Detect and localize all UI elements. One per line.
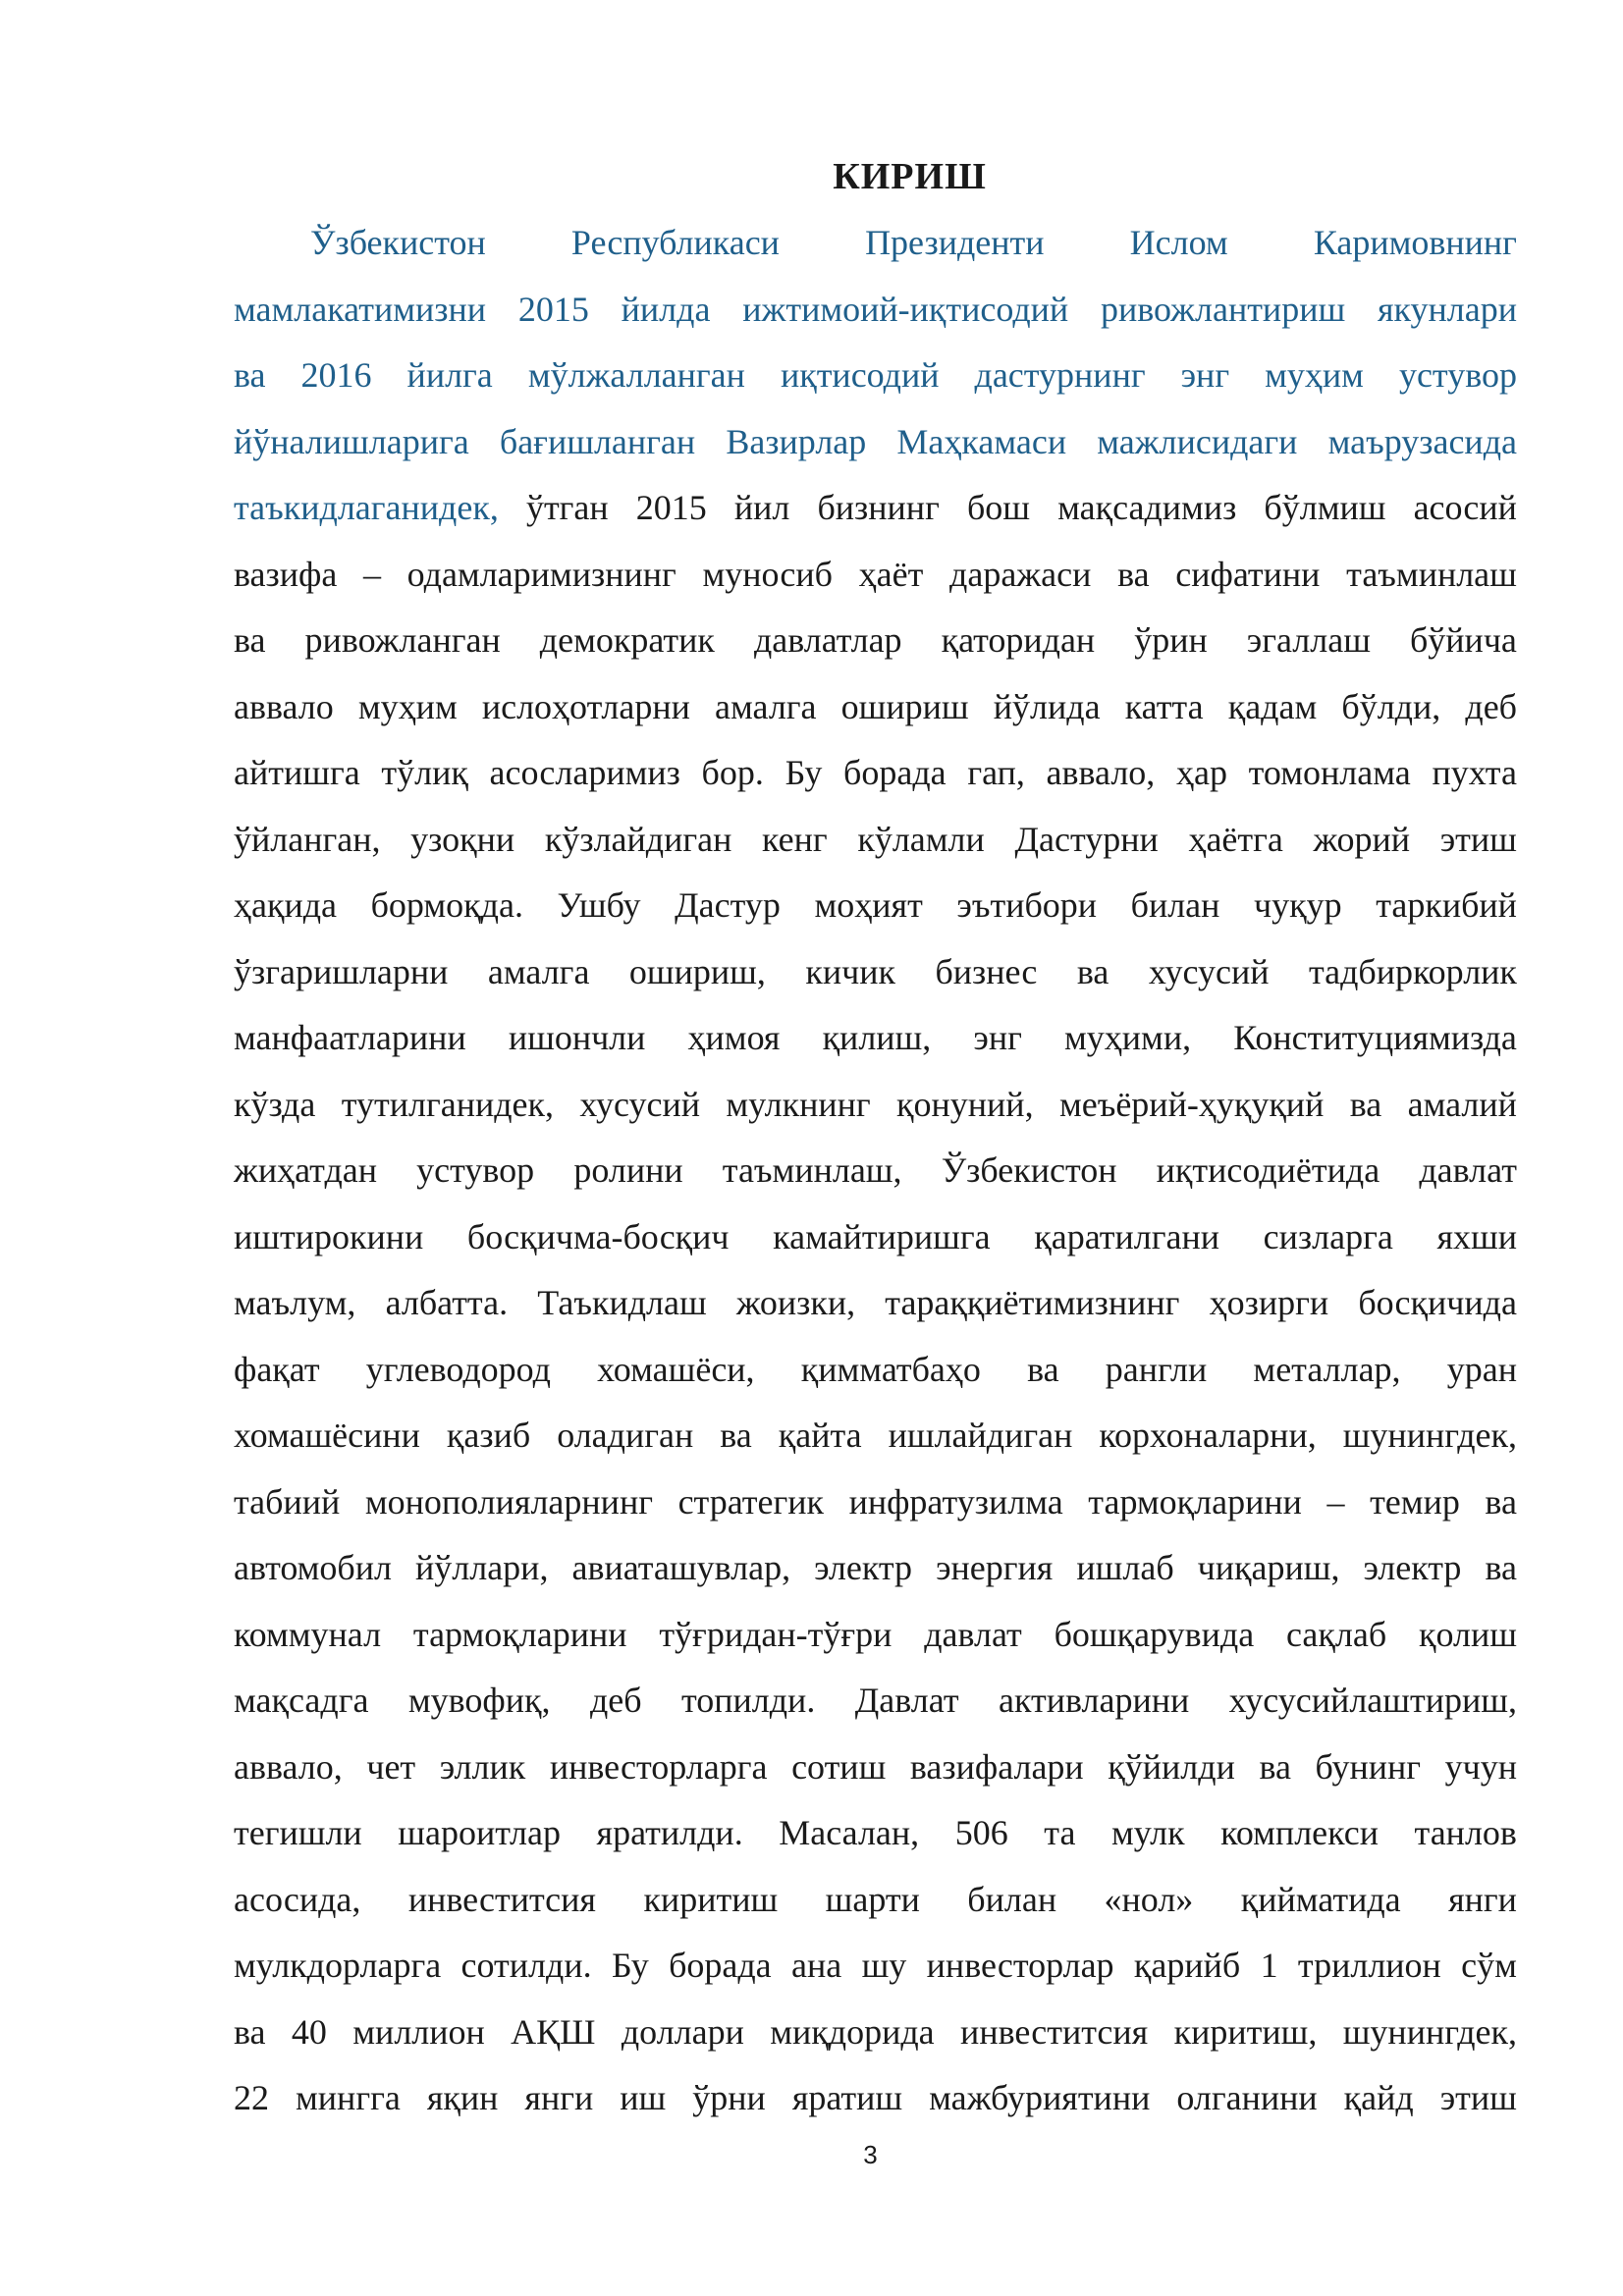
- word: Бу: [784, 753, 823, 792]
- word: маърузасида: [1327, 421, 1517, 461]
- word: тўғридан-тўғри: [659, 1614, 893, 1654]
- word: меъёрий-ҳуқуқий: [1058, 1084, 1325, 1124]
- word: тўлиқ: [381, 753, 468, 792]
- word: Ўзбекистон: [941, 1150, 1117, 1190]
- word: даражаси: [949, 554, 1092, 594]
- word: миллион: [352, 2011, 485, 2052]
- word: қонуний,: [896, 1084, 1034, 1124]
- text-line: [234, 1610, 1517, 1677]
- word: муҳим: [1265, 355, 1364, 395]
- word: мингга: [296, 2078, 401, 2117]
- word: инфратузилма: [848, 1481, 1063, 1522]
- word: таъкидлаганидек,: [234, 488, 499, 527]
- word: тармоқларини: [412, 1614, 627, 1654]
- word: вазифалари: [909, 1746, 1084, 1787]
- word: деб: [589, 1681, 642, 1720]
- word: қолиш: [1418, 1614, 1517, 1654]
- word: электр: [1363, 1548, 1462, 1587]
- word: қазиб: [446, 1415, 531, 1455]
- word: триллион: [1297, 1946, 1441, 1985]
- word: энг: [973, 1018, 1022, 1057]
- word: қўйилди: [1108, 1746, 1235, 1787]
- word: Дастурни: [1014, 819, 1159, 859]
- word: АҚШ: [511, 2011, 596, 2052]
- word: мақсадга: [234, 1681, 369, 1720]
- word: Ушбу: [557, 885, 641, 925]
- word: босқичма-босқич: [466, 1216, 730, 1256]
- word: инвесторларга: [549, 1746, 768, 1787]
- word: учун: [1444, 1746, 1517, 1787]
- word: сотиш: [791, 1746, 887, 1787]
- word: электр: [814, 1548, 913, 1587]
- word: камайтиришга: [773, 1216, 991, 1256]
- word: Давлат: [854, 1681, 959, 1720]
- word: давлат: [1419, 1150, 1517, 1190]
- word: уран: [1446, 1349, 1517, 1389]
- word: Республикаси: [570, 223, 780, 262]
- word: доллари: [621, 2011, 744, 2052]
- word: бор.: [701, 753, 764, 792]
- word: ва: [234, 355, 266, 395]
- word: муҳими,: [1063, 1018, 1192, 1057]
- word: тадбиркорлик: [1308, 951, 1517, 991]
- word: манфаатларини: [234, 1018, 466, 1057]
- word: 2016: [300, 355, 372, 395]
- word: иш: [620, 2078, 667, 2117]
- word: муносиб: [702, 554, 833, 594]
- word: рангли: [1105, 1349, 1208, 1389]
- word: 22: [234, 2078, 269, 2117]
- word: темир: [1370, 1481, 1460, 1522]
- word: хусусий: [579, 1084, 701, 1124]
- word: сифатини: [1175, 554, 1321, 594]
- word: йилга: [406, 355, 493, 395]
- word: қилиш,: [822, 1018, 932, 1057]
- word: томонлама: [1248, 753, 1411, 792]
- word: муҳим: [357, 686, 458, 726]
- word: хомашёсини: [234, 1415, 420, 1455]
- word: корхоналарни,: [1099, 1415, 1317, 1455]
- word: эътибори: [956, 885, 1098, 925]
- word: 1: [1260, 1946, 1278, 1985]
- word: амалга: [715, 686, 817, 726]
- word: иштирокини: [234, 1216, 424, 1256]
- word: асосларимиз: [489, 753, 680, 792]
- word: ва: [1349, 1084, 1382, 1124]
- text-line: [234, 2007, 1517, 2074]
- word: бормоқда.: [370, 885, 523, 925]
- word: ривожлантириш: [1101, 289, 1346, 329]
- word: кенг: [762, 819, 828, 859]
- word: қарийб: [1133, 1946, 1241, 1985]
- word: эллик: [439, 1746, 526, 1787]
- word: Маҳкамаси: [896, 421, 1067, 461]
- word: қимматбаҳо: [800, 1349, 981, 1389]
- word: ишлаб: [1076, 1548, 1174, 1587]
- word: жоизки,: [735, 1283, 856, 1322]
- word: хусусий: [1148, 951, 1270, 991]
- word: узоқни: [410, 819, 515, 859]
- word: 506: [954, 1813, 1008, 1852]
- word: бунинг: [1315, 1746, 1422, 1787]
- word: ана: [791, 1946, 842, 1985]
- word: бўлди,: [1341, 686, 1441, 726]
- word: бўйича: [1409, 620, 1517, 660]
- word: танлов: [1414, 1813, 1517, 1852]
- text-line: [234, 1212, 1517, 1279]
- word: босқичида: [1358, 1283, 1517, 1322]
- word: янги: [524, 2078, 594, 2117]
- word: тегишли: [234, 1813, 362, 1852]
- text-line: [234, 2073, 1517, 2140]
- text-line: [234, 1080, 1517, 1147]
- word: ишончли: [508, 1018, 646, 1057]
- word: пухта: [1432, 753, 1517, 792]
- text-line: [234, 682, 1517, 749]
- word: амалга: [487, 951, 590, 991]
- word: инвеститсия: [960, 2011, 1149, 2052]
- word: оладиган: [557, 1415, 694, 1455]
- word: қаратилгани: [1034, 1216, 1220, 1256]
- word: йилда: [621, 289, 711, 329]
- text-line: [234, 1411, 1517, 1477]
- word: 40: [291, 2011, 327, 2052]
- word: автомобил: [234, 1548, 392, 1587]
- word: шарти: [825, 1879, 920, 1919]
- word: қайта: [778, 1415, 862, 1455]
- word: қадам: [1227, 686, 1318, 726]
- word: асосий: [1413, 488, 1517, 527]
- word: ижтимоий-иқтисодий: [742, 289, 1069, 329]
- word: мулкнинг: [726, 1084, 871, 1124]
- word: бағишланган: [499, 421, 696, 461]
- word: гап,: [967, 753, 1025, 792]
- word: ривожланган: [304, 620, 501, 660]
- word: ошириш,: [628, 951, 766, 991]
- word: чуқур: [1254, 885, 1342, 925]
- word: таъминлаш,: [722, 1150, 902, 1190]
- word: ўйланган,: [234, 819, 381, 859]
- word: таркибий: [1376, 885, 1517, 925]
- word: янги: [1448, 1879, 1517, 1919]
- word: ўтган: [525, 488, 609, 527]
- word: 2015: [517, 289, 589, 329]
- text-line: [234, 1146, 1517, 1212]
- section-heading: КИРИШ: [833, 156, 987, 197]
- text-line: [234, 1875, 1517, 1942]
- word: мажлисидаги: [1097, 421, 1298, 461]
- word: олганини: [1176, 2078, 1318, 2117]
- word: этиш: [1439, 819, 1517, 859]
- word: металлар,: [1253, 1349, 1401, 1389]
- word: ва: [720, 1415, 752, 1455]
- word: ролини: [573, 1150, 683, 1190]
- word: углеводород: [365, 1349, 551, 1389]
- word: ҳимоя: [687, 1018, 781, 1057]
- text-line: [234, 218, 1517, 285]
- word: кичик: [805, 951, 895, 991]
- word: ва: [1485, 1548, 1517, 1587]
- word: давлат: [924, 1614, 1022, 1654]
- word: энергия: [936, 1548, 1054, 1587]
- word: мамлакатимизни: [234, 289, 487, 329]
- word: ҳар: [1176, 753, 1227, 792]
- word: ва: [1117, 554, 1150, 594]
- word: йўлида: [993, 686, 1101, 726]
- word: хомашёси,: [597, 1349, 755, 1389]
- word: инвеститсия: [407, 1879, 596, 1919]
- word: чет: [366, 1746, 416, 1787]
- text-line: [234, 1345, 1517, 1412]
- text-line: [234, 881, 1517, 947]
- word: Бу: [611, 1946, 649, 1985]
- word: хусусийлаштириш,: [1228, 1681, 1517, 1720]
- word: шу: [861, 1946, 907, 1985]
- word: яқин: [426, 2078, 499, 2117]
- word: яхши: [1436, 1216, 1517, 1256]
- word: сўм: [1461, 1946, 1517, 1985]
- word: шунингдек,: [1342, 1415, 1517, 1455]
- word: кўзлайдиган: [544, 819, 732, 859]
- word: ва: [1259, 1746, 1291, 1787]
- word: мўлжалланган: [527, 355, 745, 395]
- word: йил: [733, 488, 790, 527]
- word: устувор: [416, 1150, 535, 1190]
- word: мақсадимиз: [1057, 488, 1237, 527]
- word: ошириш: [840, 686, 969, 726]
- word: билан: [1130, 885, 1220, 925]
- word: сизларга: [1263, 1216, 1393, 1256]
- word: Ислом: [1129, 223, 1228, 262]
- word: демократик: [539, 620, 715, 660]
- word: киритиш: [643, 1879, 779, 1919]
- word: стратегик: [677, 1481, 824, 1522]
- word: кўламли: [857, 819, 985, 859]
- word: активларини: [998, 1681, 1190, 1720]
- word: ва: [1076, 951, 1109, 991]
- word: деб: [1465, 686, 1517, 726]
- word: жиҳатдан: [234, 1150, 378, 1190]
- text-line: [234, 1278, 1517, 1345]
- word: –: [1326, 1481, 1345, 1522]
- word: ҳаёт: [858, 554, 924, 594]
- word: ўрин: [1134, 620, 1208, 660]
- word: билан: [967, 1879, 1057, 1919]
- word: Масалан,: [779, 1813, 920, 1852]
- word: таъминлаш: [1346, 554, 1517, 594]
- text-line: [234, 1676, 1517, 1742]
- word: айтишга: [234, 753, 360, 792]
- word: асосида,: [234, 1879, 361, 1919]
- word: та: [1044, 1813, 1076, 1852]
- word: шароитлар: [398, 1813, 561, 1852]
- word: қаторидан: [941, 620, 1096, 660]
- word: табиий: [234, 1481, 341, 1522]
- word: ва: [1027, 1349, 1059, 1389]
- word: тутилганидек,: [341, 1084, 555, 1124]
- word: ишлайдиган: [888, 1415, 1073, 1455]
- word: Таъкидлаш: [537, 1283, 707, 1322]
- word: мулк: [1110, 1813, 1185, 1852]
- word: ҳаётга: [1188, 819, 1283, 859]
- word: шунингдек,: [1342, 2011, 1517, 2052]
- word: комплекси: [1220, 1813, 1379, 1852]
- word: «нол»: [1104, 1879, 1194, 1919]
- word: яратиш: [791, 2078, 903, 2117]
- text-line: [234, 1477, 1517, 1544]
- body-paragraph: [234, 218, 1517, 2140]
- text-line: [234, 1742, 1517, 1809]
- word: монополияларнинг: [364, 1481, 653, 1522]
- text-line: [234, 748, 1517, 815]
- word: давлатлар: [753, 620, 902, 660]
- word: 2015: [635, 488, 707, 527]
- word: аввало: [234, 686, 334, 726]
- word: дастурнинг: [974, 355, 1146, 395]
- text-line: [234, 1808, 1517, 1875]
- word: ўрни: [692, 2078, 766, 2117]
- text-line: [234, 550, 1517, 616]
- word: кўзда: [234, 1084, 316, 1124]
- word: иқтисодий: [780, 355, 940, 395]
- word: бош: [966, 488, 1030, 527]
- word: Каримовнинг: [1313, 223, 1517, 262]
- text-line: [234, 1013, 1517, 1080]
- word: албатта.: [385, 1283, 509, 1322]
- word: устувор: [1398, 355, 1517, 395]
- word: бизнинг: [817, 488, 940, 527]
- word: борада: [843, 753, 947, 792]
- word: бизнес: [935, 951, 1038, 991]
- word: катта: [1124, 686, 1204, 726]
- word: ҳақида: [234, 885, 338, 925]
- text-line: [234, 615, 1517, 682]
- text-line: [234, 417, 1517, 484]
- text-line: [234, 815, 1517, 881]
- word: ва: [1485, 1481, 1517, 1522]
- word: иқтисодиётида: [1156, 1150, 1380, 1190]
- word: этиш: [1439, 2078, 1517, 2117]
- word: Конституциямизда: [1233, 1018, 1517, 1057]
- word: одамларимизнинг: [406, 554, 676, 594]
- text-line: [234, 350, 1517, 417]
- word: ўзгаришларни: [234, 951, 449, 991]
- word: мажбуриятини: [929, 2078, 1151, 2117]
- word: киритиш,: [1173, 2011, 1318, 2052]
- word: амалий: [1407, 1084, 1517, 1124]
- word: энг: [1180, 355, 1230, 395]
- word: йўналишларига: [234, 421, 469, 461]
- word: қийматида: [1240, 1879, 1401, 1919]
- word: эгаллаш: [1246, 620, 1371, 660]
- word: бўлмиш: [1264, 488, 1386, 527]
- word: Вазирлар: [726, 421, 867, 461]
- word: сақлаб: [1286, 1614, 1387, 1654]
- word: борада: [669, 1946, 772, 1985]
- word: инвесторлар: [926, 1946, 1114, 1985]
- word: қайд: [1343, 2078, 1414, 2117]
- word: мулкдорларга: [234, 1946, 442, 1985]
- word: коммунал: [234, 1614, 382, 1654]
- word: сотилди.: [460, 1946, 592, 1985]
- word: Президенти: [865, 223, 1045, 262]
- word: тараққиётимизнинг: [885, 1283, 1180, 1322]
- word: ва: [234, 2011, 266, 2052]
- word: яратилди.: [596, 1813, 743, 1852]
- word: тармоқларини: [1088, 1481, 1302, 1522]
- word: авиаташувлар,: [571, 1548, 791, 1587]
- word: моҳият: [814, 885, 923, 925]
- word: Дастур: [675, 885, 781, 925]
- word: Ўзбекистон: [310, 223, 486, 262]
- word: фақат: [234, 1349, 320, 1389]
- word: жорий: [1313, 819, 1411, 859]
- word: вазифа: [234, 554, 338, 594]
- word: аввало,: [234, 1746, 343, 1787]
- text-line: [234, 285, 1517, 351]
- word: аввало,: [1046, 753, 1156, 792]
- word: ислоҳотларни: [481, 686, 690, 726]
- word: –: [362, 554, 381, 594]
- word: бошқарувида: [1054, 1614, 1255, 1654]
- word: ҳозирги: [1209, 1283, 1329, 1322]
- text-line: [234, 947, 1517, 1014]
- text-line: [234, 483, 1517, 550]
- word: мувофиқ,: [407, 1681, 551, 1720]
- word: ва: [234, 620, 266, 660]
- word: якунлари: [1377, 289, 1517, 329]
- word: миқдорида: [770, 2011, 935, 2052]
- text-line: [234, 1941, 1517, 2007]
- word: йўллари,: [415, 1548, 549, 1587]
- word: маълум,: [234, 1283, 356, 1322]
- word: чиқариш,: [1197, 1548, 1340, 1587]
- word: топилди.: [680, 1681, 816, 1720]
- text-line: [234, 1543, 1517, 1610]
- page-number: 3: [863, 2140, 878, 2169]
